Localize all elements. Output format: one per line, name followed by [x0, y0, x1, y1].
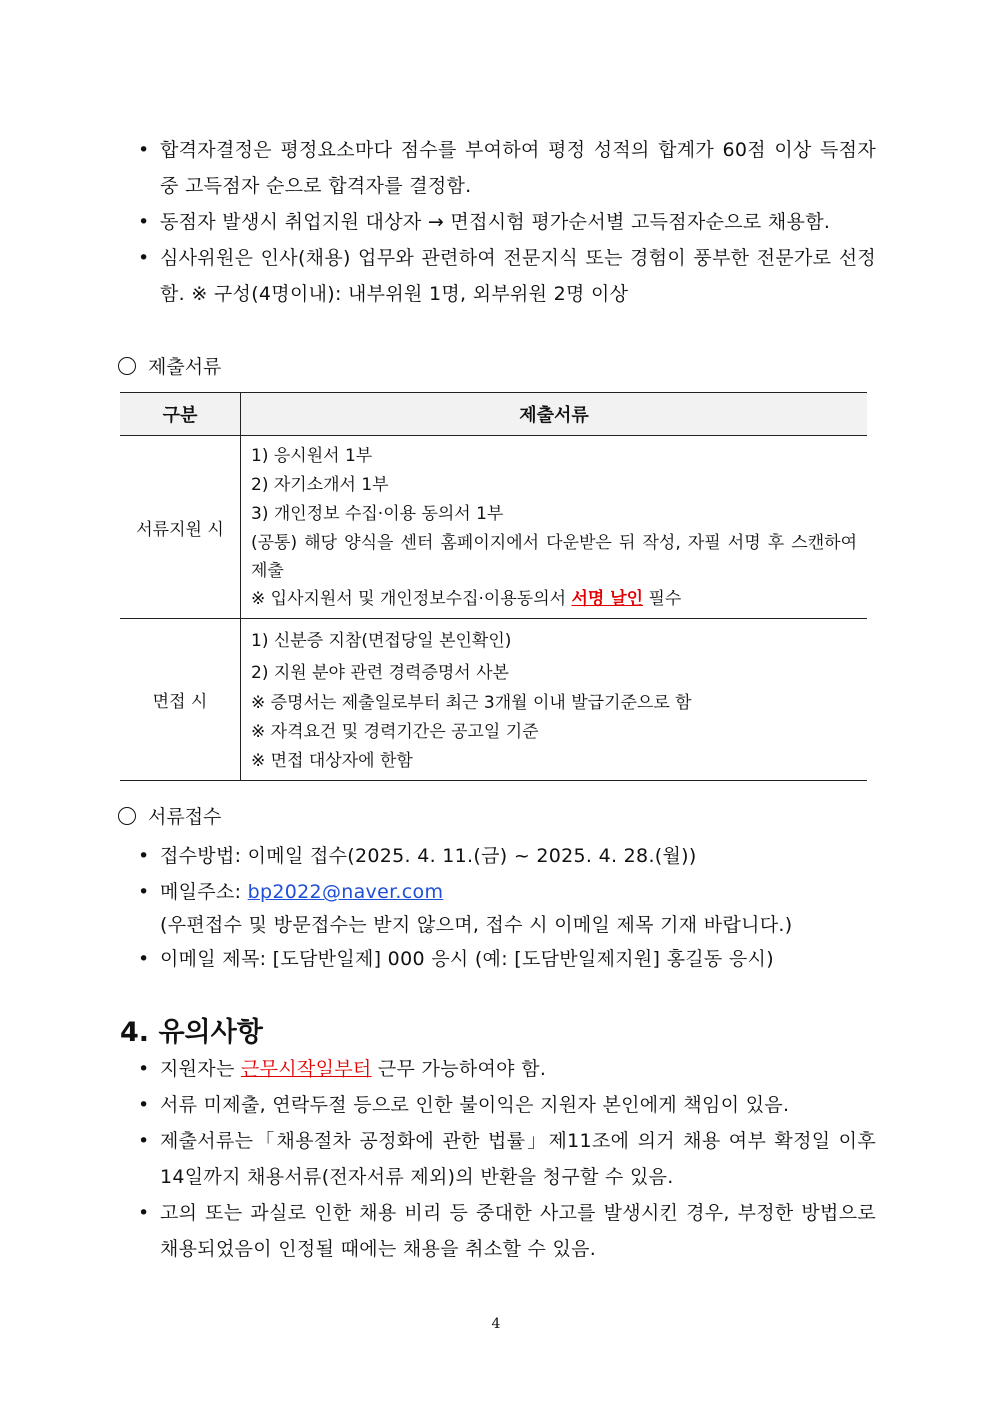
bullet-item: • 이메일 제목: [도담반일제] 000 응시 (예: [도담반일제지원] 홍길동 응시)	[136, 941, 876, 977]
table-header-row	[120, 393, 867, 436]
bullet-item: • 접수방법: 이메일 접수(2025. 4. 11.(금) ~ 2025. 4. 28.(월))	[136, 838, 876, 874]
circle-icon	[118, 357, 136, 375]
section-title: 4. 유의사항	[120, 1017, 263, 1048]
row-content-interview	[241, 619, 868, 781]
interview-line: ※ 자격요건 및 경력기간은 공고일 기준	[251, 722, 539, 742]
bullet-item: • 합격자결정은 평정요소마다 점수를 부여하여 평정 성적의 합계가 60점 이상 득점자 중 고득점자 순으로 합격자를 결정함.	[136, 132, 876, 204]
bullet-item	[136, 874, 876, 910]
header-category: 구분	[120, 393, 241, 436]
bullet-item: • 심사위원은 인사(채용) 업무와 관련하여 전문지식 또는 경험이 풍부한 전문가로 선정함. ※ 구성(4명이내): 내부위원 1명, 외부위원 2명 이상	[136, 240, 876, 312]
signature-emphasis: 서명 날인	[571, 589, 644, 609]
receipt-heading	[118, 803, 221, 831]
interview-line: 2) 지원 분야 관련 경력증명서 사본	[251, 663, 509, 683]
bullet-item	[136, 1051, 876, 1087]
table-row	[120, 436, 867, 619]
row-content-documents	[241, 436, 868, 619]
bullet-item: • 동점자 발생시 취업지원 대상자 → 면접시험 평가순서별 고득점자순으로 채용함.	[136, 204, 876, 240]
row-label-documents: 서류지원 시	[120, 436, 241, 619]
bullet-item: • 서류 미제출, 연락두절 등으로 인한 불이익은 지원자 본인에게 책임이 있음.	[136, 1087, 876, 1123]
doc-line: 3) 개인정보 수집·이용 동의서 1부	[251, 504, 504, 524]
docs-heading-text: 제출서류	[148, 356, 222, 378]
email-label: 메일주소:	[160, 881, 248, 903]
doc-signature-note	[251, 585, 857, 614]
email-note: (우편접수 및 방문접수는 받지 않으며, 접수 시 이메일 제목 기재 바랍니다.)	[160, 914, 793, 936]
note-prefix: ※ 입사지원서 및 개인정보수집·이용동의서	[251, 589, 572, 609]
notice-bullets	[136, 1051, 876, 1267]
doc-common-note: (공통) 해당 양식을 센터 홈페이지에서 다운받은 뒤 작성, 자필 서명 후 스캔하여 제출	[251, 533, 857, 581]
b1-prefix: 지원자는	[160, 1058, 241, 1080]
doc-line: 1) 응시원서 1부	[251, 446, 373, 466]
start-date-emphasis: 근무시작일부터	[240, 1058, 372, 1080]
receipt-bullets-2	[136, 941, 876, 977]
docs-heading	[118, 353, 221, 381]
table-row	[120, 619, 867, 781]
email-link[interactable]: bp2022@naver.com	[247, 881, 444, 903]
circle-icon	[118, 807, 136, 825]
b1-suffix: 근무 가능하여야 함.	[371, 1058, 547, 1080]
note-suffix: 필수	[643, 589, 682, 609]
doc-line: 2) 자기소개서 1부	[251, 475, 389, 495]
interview-line: ※ 면접 대상자에 한함	[251, 751, 413, 771]
bullet-item: • 고의 또는 과실로 인한 채용 비리 등 중대한 사고를 발생시킨 경우, 부정한 방법으로 채용되었음이 인정될 때에는 채용을 취소할 수 있음.	[136, 1195, 876, 1267]
bullet-item: • 제출서류는「채용절차 공정화에 관한 법률」제11조에 의거 채용 여부 확정일 이후 14일까지 채용서류(전자서류 제외)의 반환을 청구할 수 있음.	[136, 1123, 876, 1195]
receipt-bullets	[136, 838, 876, 910]
receipt-heading-text: 서류접수	[148, 806, 222, 828]
submission-table	[120, 392, 867, 781]
row-label-interview: 면접 시	[120, 619, 241, 781]
interview-line: ※ 증명서는 제출일로부터 최근 3개월 이내 발급기준으로 함	[251, 693, 692, 713]
page-number: 4	[491, 1316, 501, 1332]
evaluation-bullets	[136, 132, 876, 312]
header-documents: 제출서류	[241, 393, 868, 436]
interview-line: 1) 신분증 지참(면접당일 본인확인)	[251, 631, 512, 651]
